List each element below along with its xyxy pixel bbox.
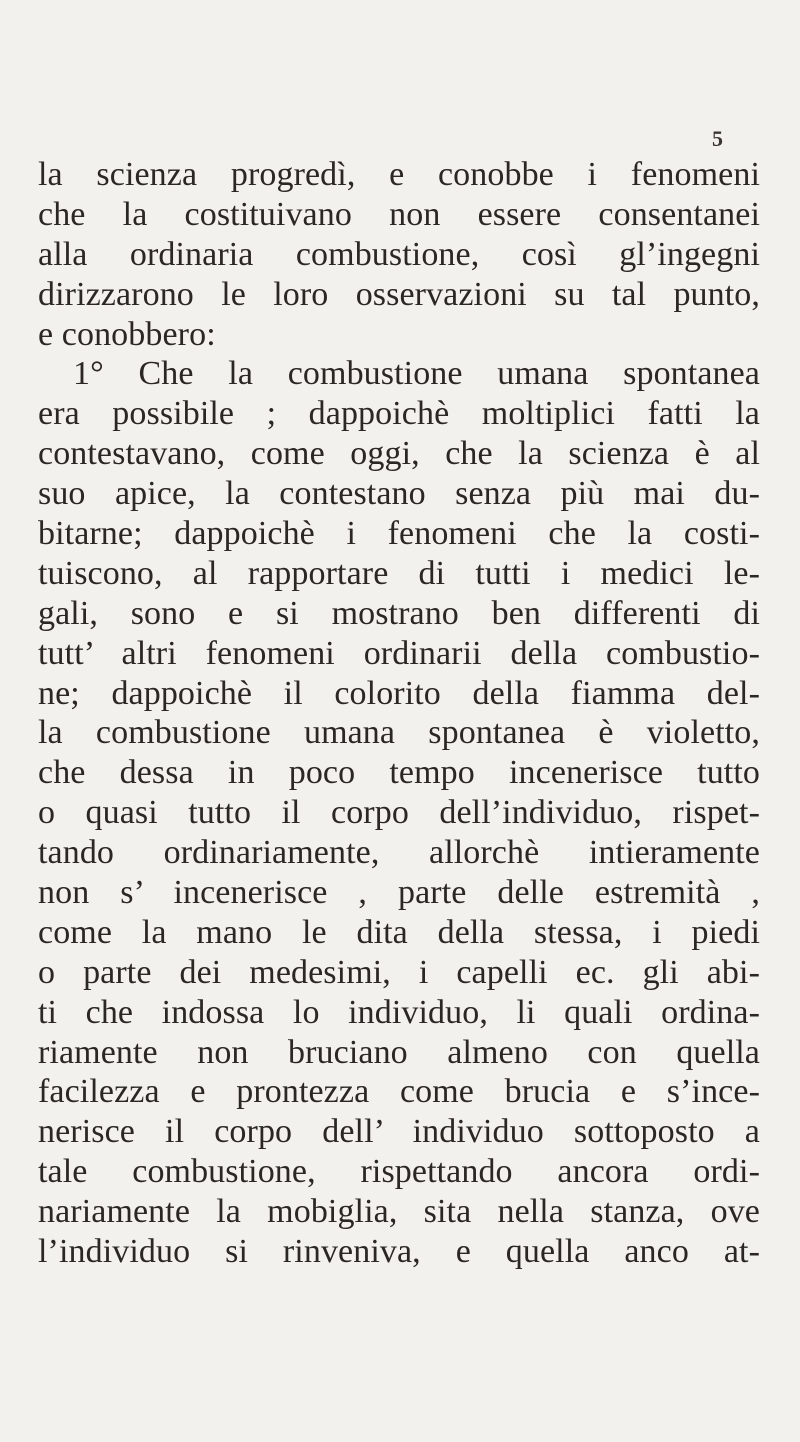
text-line: la combustione umana spontanea è violetto, [38, 714, 760, 752]
text-line: e conobbero: [38, 315, 216, 353]
text-line: ne; dappoichè il colorito della fiamma del- [38, 674, 760, 712]
text-line: che la costituivano non essere consentanei [38, 195, 760, 233]
text-line: tale combustione, rispettando ancora ordi- [38, 1153, 760, 1191]
text-line: non s’ incenerisce , parte delle estremità , [38, 874, 760, 912]
text-line: alla ordinaria combustione, così gl’ingegni [38, 235, 760, 273]
text-line: gali, sono e si mostrano ben differenti di [38, 594, 760, 632]
text-line: nariamente la mobiglia, sita nella stanza, ove [38, 1193, 760, 1231]
text-line: ti che indossa lo individuo, li quali ordina- [38, 993, 760, 1031]
text-line: tuiscono, al rapportare di tutti i medici le- [38, 554, 760, 592]
text-line: bitarne; dappoichè i fenomeni che la costi- [38, 515, 760, 553]
text-line: 1° Che la combustione umana spontanea [73, 355, 760, 393]
text-line: nerisce il corpo dell’ individuo sottoposto a [38, 1113, 760, 1151]
page-number: 5 [712, 126, 723, 151]
text-line: o parte dei medesimi, i capelli ec. gli abi- [38, 953, 760, 991]
text-line: tando ordinariamente, allorchè intieramente [38, 834, 760, 872]
text-line: tutt’ altri fenomeni ordinarii della combustio- [38, 634, 760, 672]
body-text [38, 155, 760, 1272]
text-line: come la mano le dita della stessa, i piedi [38, 913, 760, 951]
text-line: riamente non bruciano almeno con quella [38, 1033, 760, 1071]
text-line: suo apice, la contestano senza più mai du- [38, 475, 760, 513]
text-line: che dessa in poco tempo incenerisce tutto [38, 754, 760, 792]
text-line: l’individuo si rinveniva, e quella anco at- [38, 1233, 760, 1271]
text-line: contestavano, come oggi, che la scienza è al [38, 435, 760, 473]
text-line: facilezza e prontezza come brucia e s’ince- [38, 1073, 760, 1111]
text-line: la scienza progredì, e conobbe i fenomeni [38, 156, 760, 193]
text-line: dirizzarono le loro osservazioni su tal punto, [38, 275, 760, 313]
text-line: era possibile ; dappoichè moltiplici fatti la [38, 395, 760, 433]
text-line: o quasi tutto il corpo dell’individuo, rispet- [38, 794, 760, 832]
